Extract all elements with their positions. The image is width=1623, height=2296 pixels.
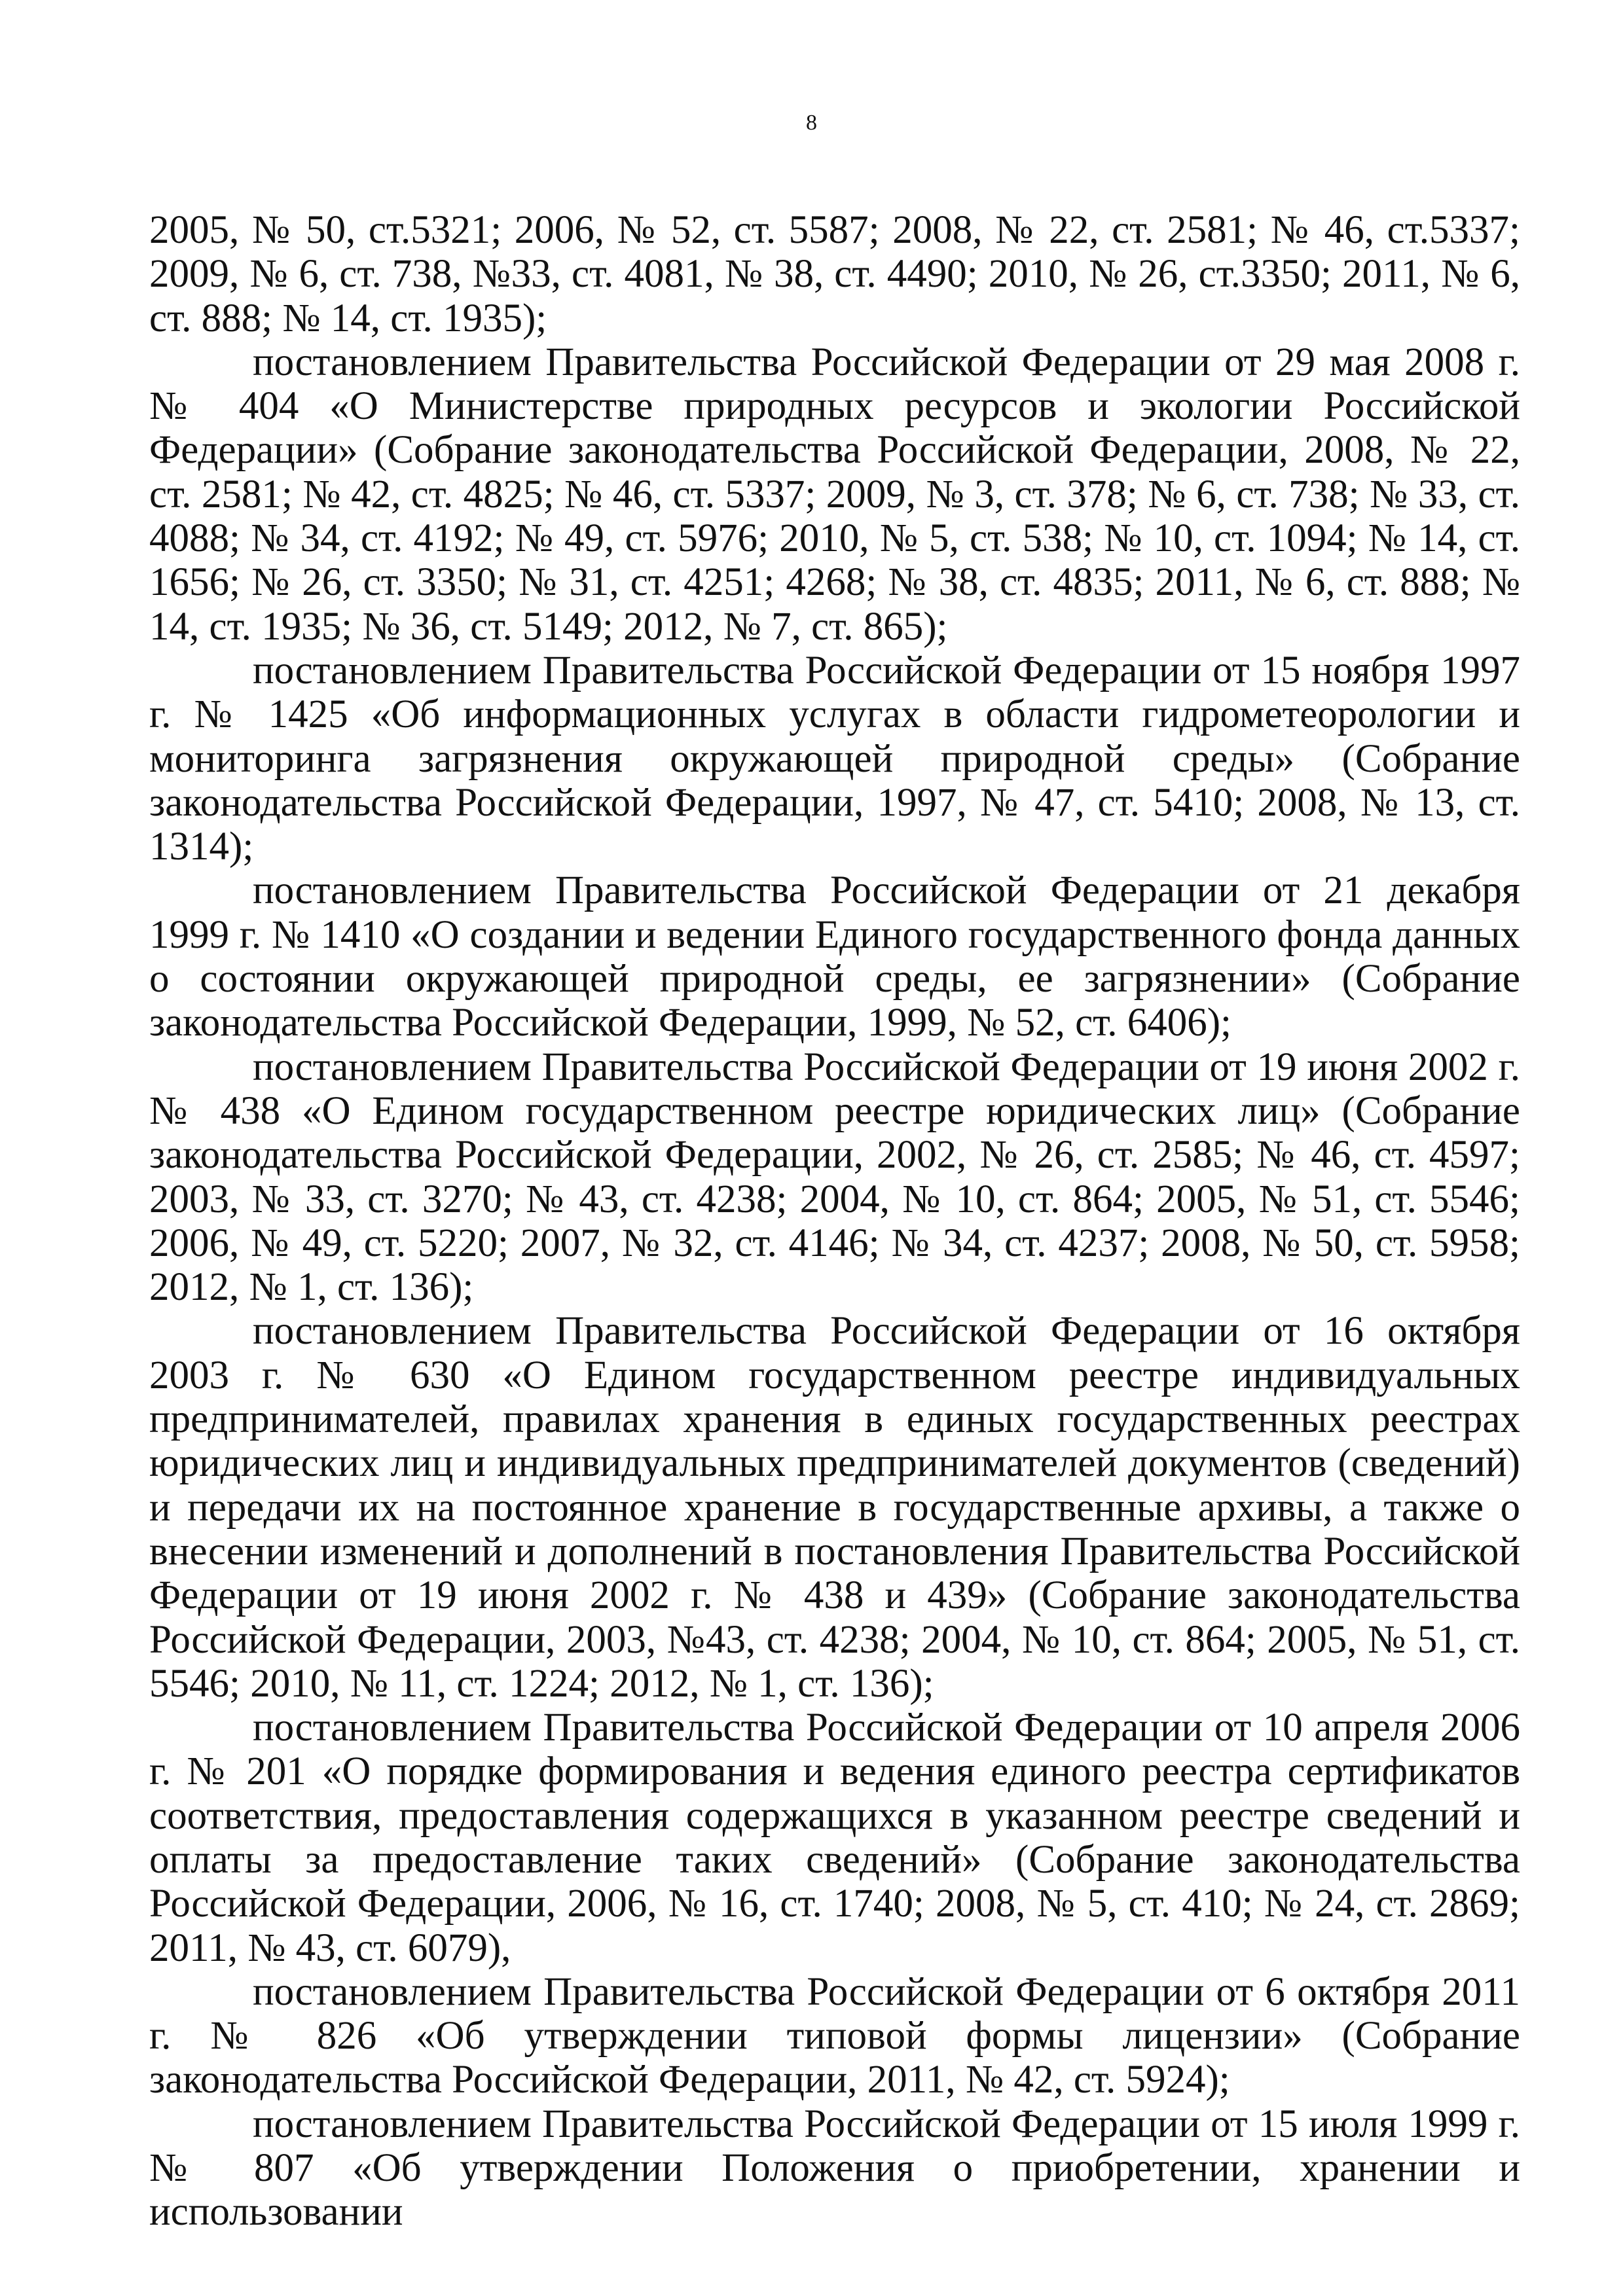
paragraph-decree-404: постановлением Правительства Российской Федерации от 29 мая 2008 г. № 404 «О Министерстве природных ресурсов и экологии Российской Федерации» (Собрание законодательства Российской Федерации, 2008, № 22, ст. 2581; № 42, ст. 4825; № 46, ст. 5337; 2009, № 3, ст. 378; № 6, ст. 738; № 33, ст. 4088; № 34, ст. 4192; № 49, ст. 5976; 2010, № 5, ст. 538; № 10, ст. 1094; № 14, ст. 1656; № 26, ст. 3350; № 31, ст. 4251; 4268; № 38, ст. 4835; 2011, № 6, ст. 888; № 14, ст. 1935; № 36, ст. 5149; 2012, № 7, ст. 865);: [149, 340, 1520, 649]
paragraph-decree-1425: постановлением Правительства Российской Федерации от 15 ноября 1997 г. № 1425 «Об информационных услугах в области гидрометеорологии и мониторинга загрязнения окружающей природной среды» (Собрание законодательства Российской Федерации, 1997, № 47, ст. 5410; 2008, № 13, ст. 1314);: [149, 648, 1520, 869]
paragraph-decree-1410: постановлением Правительства Российской Федерации от 21 декабря 1999 г. № 1410 «О создании и ведении Единого государственного фонда данных о состоянии окружающей природной среды, ее загрязнении» (Собрание законодательства Российской Федерации, 1999, № 52, ст. 6406);: [149, 869, 1520, 1045]
page-number: 8: [806, 111, 817, 135]
paragraph-decree-807: постановлением Правительства Российской Федерации от 15 июля 1999 г. № 807 «Об утверждении Положения о приобретении, хранении и использовании: [149, 2102, 1520, 2234]
paragraph-citation-continuation: 2005, № 50, ст.5321; 2006, № 52, ст. 5587; 2008, № 22, ст. 2581; № 46, ст.5337; 2009, № 6, ст. 738, №33, ст. 4081, № 38, ст. 4490; 2010, № 26, ст.3350; 2011, № 6, ст. 888; № 14, ст. 1935);: [149, 208, 1520, 340]
paragraph-decree-630: постановлением Правительства Российской Федерации от 16 октября 2003 г. № 630 «О Едином государственном реестре индивидуальных предпринимателей, правилах хранения в единых государственных реестрах юридических лиц и индивидуальных предпринимателей документов (сведений) и передачи их на постоянное хранение в государственные архивы, а также о внесении изменений и дополнений в постановления Правительства Российской Федерации от 19 июня 2002 г. № 438 и 439» (Собрание законодательства Российской Федерации, 2003, №43, ст. 4238; 2004, № 10, ст. 864; 2005, № 51, ст. 5546; 2010, № 11, ст. 1224; 2012, № 1, ст. 136);: [149, 1309, 1520, 1706]
paragraph-decree-826: постановлением Правительства Российской Федерации от 6 октября 2011 г. № 826 «Об утверждении типовой формы лицензии» (Собрание законодательства Российской Федерации, 2011, № 42, ст. 5924);: [149, 1969, 1520, 2102]
paragraph-decree-201: постановлением Правительства Российской Федерации от 10 апреля 2006 г. № 201 «О порядке формирования и ведения единого реестра сертификатов соответствия, предоставления содержащихся в указанном реестре сведений и оплаты за предоставление таких сведений» (Собрание законодательства Российской Федерации, 2006, № 16, ст. 1740; 2008, № 5, ст. 410; № 24, ст. 2869; 2011, № 43, ст. 6079),: [149, 1706, 1520, 1970]
paragraph-decree-438: постановлением Правительства Российской Федерации от 19 июня 2002 г. № 438 «О Едином государственном реестре юридических лиц» (Собрание законодательства Российской Федерации, 2002, № 26, ст. 2585; № 46, ст. 4597; 2003, № 33, ст. 3270; № 43, ст. 4238; 2004, № 10, ст. 864; 2005, № 51, ст. 5546; 2006, № 49, ст. 5220; 2007, № 32, ст. 4146; № 34, ст. 4237; 2008, № 50, ст. 5958; 2012, № 1, ст. 136);: [149, 1045, 1520, 1310]
document-body: [149, 208, 1520, 2234]
